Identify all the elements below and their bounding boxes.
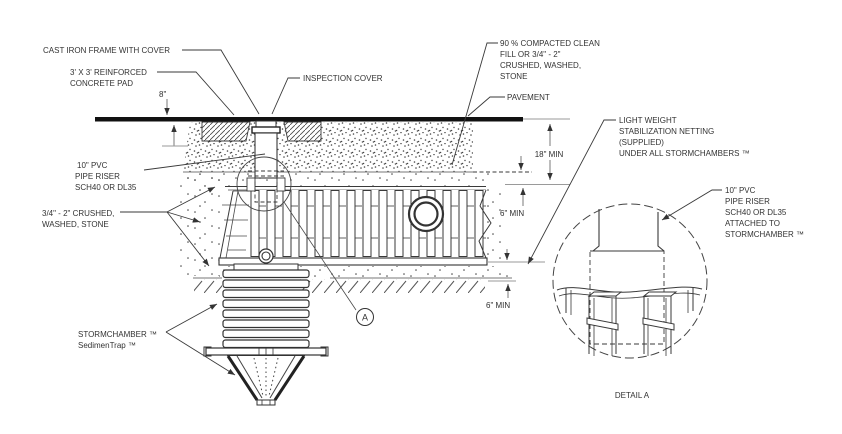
label-concrete-pad-2: CONCRETE PAD	[70, 79, 133, 88]
dim-pad-thickness: 8"	[159, 90, 167, 99]
label-riser-right-2: PIPE RISER	[725, 197, 770, 206]
side-port	[409, 197, 443, 231]
label-compacted-fill-3: CRUSHED, WASHED,	[500, 61, 582, 70]
detail-a-inset	[553, 204, 707, 400]
dim-min-stone-below: 6" MIN	[486, 301, 511, 310]
trap-flange	[204, 347, 328, 356]
label-crushed-stone-2: WASHED, STONE	[42, 220, 109, 229]
leader-cast-iron-frame	[182, 50, 259, 114]
riser-tab-right	[277, 178, 285, 191]
detail-a-boundary-circle	[553, 204, 707, 358]
trap-rings	[223, 270, 309, 348]
label-pavement: PAVEMENT	[507, 93, 550, 102]
pad-left-hatch	[202, 122, 250, 141]
dim-min-stone-above: 6" MIN	[500, 209, 525, 218]
cast-iron-cover	[252, 127, 280, 133]
label-compacted-fill-4: STONE	[500, 72, 528, 81]
detail-a-chamber-crown	[557, 287, 702, 315]
trap-outlet	[257, 400, 275, 405]
label-compacted-fill-2: FILL OR 3/4" - 2"	[500, 50, 561, 59]
pad-right-hatch	[284, 122, 321, 141]
leader-inspection-cover	[272, 78, 300, 114]
detail-a-riser-hidden	[590, 251, 664, 344]
leader-pavement	[468, 97, 505, 116]
label-riser-left-2: PIPE RISER	[75, 172, 120, 181]
label-netting-1: LIGHT WEIGHT	[619, 116, 677, 125]
stone-pocket-left	[179, 174, 221, 276]
label-cast-iron-frame: CAST IRON FRAME WITH COVER	[43, 46, 170, 55]
detail-a-title: DETAIL A	[614, 391, 650, 400]
leader-netting	[528, 120, 616, 264]
label-crushed-stone-1: 3/4" - 2" CRUSHED,	[42, 209, 115, 218]
detail-a-riser	[593, 209, 664, 251]
label-riser-right-5: STORMCHAMBER ™	[725, 230, 804, 239]
subgrade-hatch-left	[194, 279, 222, 293]
sedimentrap	[204, 264, 328, 405]
leader-concrete-pad	[157, 72, 234, 115]
label-netting-4: UNDER ALL STORMCHAMBERS ™	[619, 149, 750, 158]
detail-marker-letter: A	[361, 312, 369, 323]
label-riser-left-1: 10" PVC	[77, 161, 108, 170]
pavement-surface	[95, 117, 570, 122]
label-riser-left-3: SCH40 OR DL35	[75, 183, 137, 192]
chamber-end-cap	[220, 191, 249, 258]
label-inspection-cover: INSPECTION COVER	[303, 74, 383, 83]
stone-pocket-right	[487, 188, 505, 260]
riser-tab-left	[247, 178, 255, 191]
label-riser-right-1: 10" PVC	[725, 186, 756, 195]
label-netting-3: (SUPPLIED)	[619, 138, 664, 147]
dim-min-cover: 18" MIN	[534, 150, 564, 159]
subgrade-hatch-right	[300, 279, 485, 293]
label-riser-right-3: SCH40 OR DL35	[725, 208, 787, 217]
leader-stormchamber-1	[166, 304, 217, 332]
label-stormchamber-2: SedimenTrap ™	[78, 341, 136, 350]
label-stormchamber-1: STORMCHAMBER ™	[78, 330, 157, 339]
bottom-port	[259, 249, 273, 263]
label-riser-right-4: ATTACHED TO	[725, 219, 780, 228]
stone-band-above-chamber	[184, 173, 490, 186]
label-netting-2: STABILIZATION NETTING	[619, 127, 715, 136]
label-compacted-fill-1: 90 % COMPACTED CLEAN	[500, 39, 600, 48]
pavement-line	[95, 117, 523, 122]
label-concrete-pad-1: 3' X 3' REINFORCED	[70, 68, 147, 77]
trap-neck	[234, 264, 298, 270]
detail-a-rib-channels	[587, 292, 676, 356]
trap-cone	[227, 356, 305, 406]
